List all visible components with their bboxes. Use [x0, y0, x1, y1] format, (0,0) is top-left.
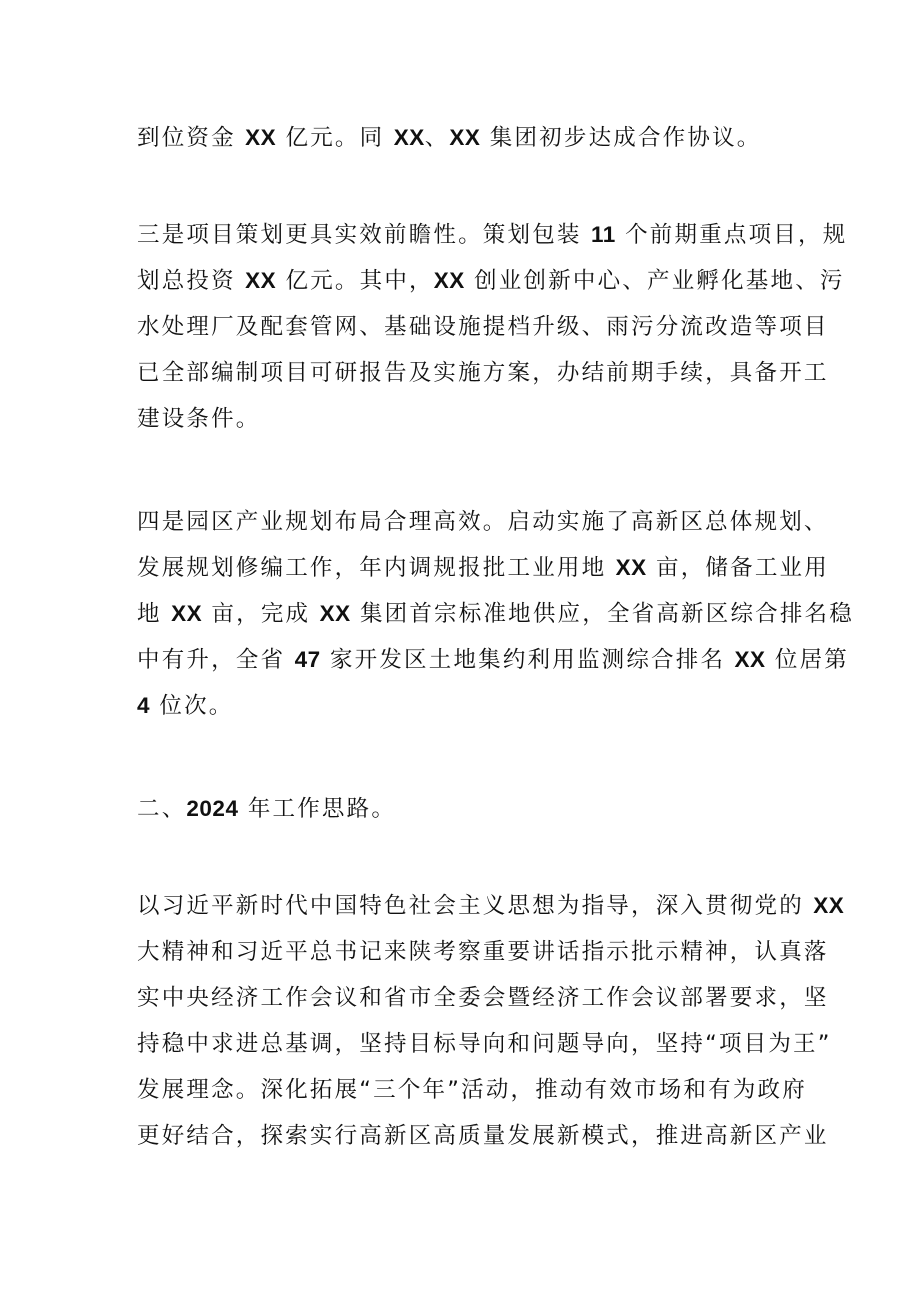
text-line [137, 258, 845, 304]
bold-text-run: 11 [590, 222, 616, 247]
text-run: 创业创新中心、产业孵化基地、污 [464, 268, 845, 294]
text-line [137, 499, 829, 545]
bold-text-run: XX [433, 268, 465, 293]
text-run: 三是项目策划更具实效前瞻性。策划包装 [137, 222, 591, 248]
text-run: 到位资金 [137, 125, 246, 151]
bold-text-run: 2024 [186, 796, 239, 821]
text-run: 实中央经济工作会议和省市全委会暨经济工作会议部署要求，坚 [137, 985, 829, 1011]
text-line [137, 545, 829, 591]
text-line [137, 786, 797, 832]
text-run: 亿元。其中， [276, 268, 434, 294]
text-run: 划总投资 [137, 268, 246, 294]
text-run: 亿元。同 [276, 125, 394, 151]
text-run: 个前期重点项目，规 [615, 222, 848, 248]
bold-text-run: XX [245, 268, 277, 293]
section-heading-2024-work-plan [137, 786, 797, 832]
text-line [137, 929, 829, 975]
text-run: 地 [137, 601, 172, 627]
text-run: 大精神和习近平总书记来陕考察重要讲话指示批示精神，认真落 [137, 939, 829, 965]
paragraph-funding [137, 115, 797, 161]
text-line [137, 1021, 832, 1067]
text-line [137, 1067, 807, 1113]
text-run: 集团初步达成合作协议。 [480, 125, 762, 151]
bold-text-run: XX [449, 125, 481, 150]
text-line [137, 212, 848, 258]
text-run: 、 [424, 125, 450, 151]
text-line [137, 1113, 829, 1159]
text-run: 位次。 [150, 693, 234, 719]
bold-text-run: XX [171, 601, 203, 626]
text-run: 二、 [137, 796, 187, 822]
bold-text-run: 4 [137, 693, 151, 718]
text-run: 四是园区产业规划布局合理高效。启动实施了高新区总体规划、 [137, 509, 829, 535]
text-run: 更好结合，探索实行高新区高质量发展新模式，推进高新区产业 [137, 1123, 829, 1149]
text-line [137, 396, 797, 442]
paragraph-park-planning [137, 499, 854, 729]
text-line [137, 304, 829, 350]
text-line [137, 115, 797, 161]
text-run: 持稳中求进总基调，坚持目标导向和问题导向，坚持“项目为王” [137, 1031, 832, 1057]
text-run: 位居第 [765, 647, 849, 673]
text-run: 亩，储备工业用 [646, 555, 829, 581]
text-run: 发展规划修编工作，年内调规报批工业用地 [137, 555, 616, 581]
bold-text-run: XX [245, 125, 277, 150]
text-run: 年工作思路。 [238, 796, 397, 822]
text-line [137, 975, 829, 1021]
text-run: 集团首宗标准地供应，全省高新区综合排名稳 [350, 601, 854, 627]
text-line [137, 683, 797, 729]
text-run: 以习近平新时代中国特色社会主义思想为指导，深入贯彻党的 [137, 893, 814, 919]
text-run: 已全部编制项目可研报告及实施方案，办结前期手续，具备开工 [137, 360, 829, 386]
bold-text-run: 47 [294, 647, 321, 672]
text-line [137, 883, 845, 929]
bold-text-run: XX [615, 555, 647, 580]
text-run: 建设条件。 [137, 406, 261, 432]
bold-text-run: XX [393, 125, 425, 150]
bold-text-run: XX [734, 647, 766, 672]
text-run: 中有升，全省 [137, 647, 295, 673]
text-run: 水处理厂及配套管网、基础设施提档升级、雨污分流改造等项目 [137, 314, 829, 340]
text-line [137, 591, 854, 637]
text-run: 家开发区土地集约利用监测综合排名 [320, 647, 735, 673]
bold-text-run: XX [319, 601, 351, 626]
text-run: 发展理念。深化拓展“三个年”活动，推动有效市场和有为政府 [137, 1077, 807, 1103]
text-run: 亩，完成 [202, 601, 320, 627]
text-line [137, 637, 849, 683]
paragraph-guiding-ideology [137, 883, 845, 1159]
paragraph-project-planning [137, 212, 848, 442]
text-line [137, 350, 829, 396]
bold-text-run: XX [813, 893, 845, 918]
